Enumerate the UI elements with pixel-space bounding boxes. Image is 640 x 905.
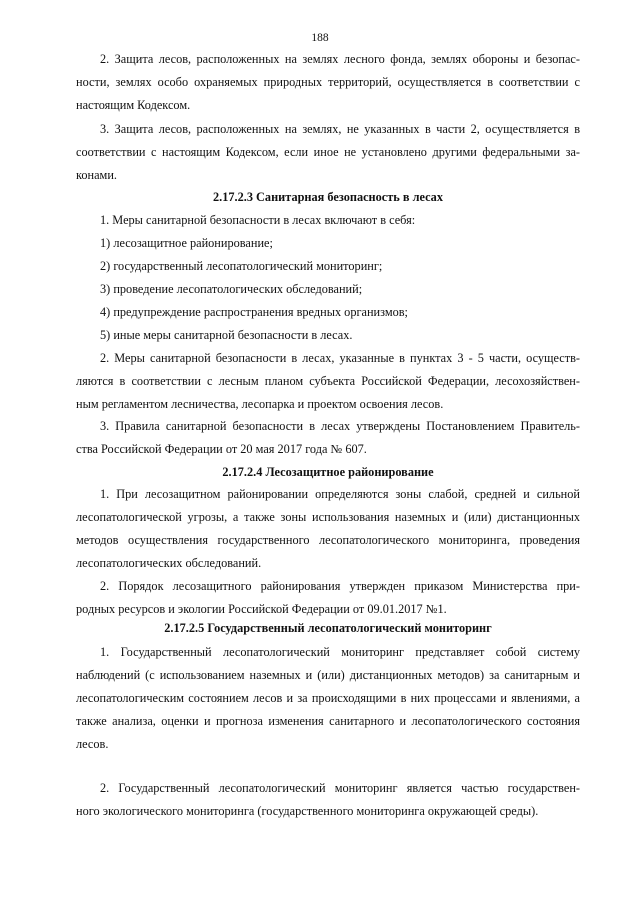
paragraph-line: также анализа, оценки и прогноза изменения санитарного и лесопатологического состояния <box>76 714 580 728</box>
paragraph <box>76 324 580 347</box>
paragraph <box>76 415 580 461</box>
section-heading: 2.17.2.4 Лесозащитное районирование <box>222 465 434 479</box>
paragraph-line: ляются в соответствии с лесным планом субъекта Российской Федерации, лесохозяйствен- <box>76 374 580 388</box>
paragraph <box>76 777 580 823</box>
page-number: 188 <box>311 32 329 44</box>
paragraph <box>76 347 580 416</box>
paragraph-line: ного экологического мониторинга (государственного мониторинга окружающей среды). <box>76 804 539 818</box>
paragraph-line: соответствии с настоящим Кодексом, если иное не установлено другими федеральными за- <box>76 145 580 159</box>
paragraph-line: 2. Защита лесов, расположенных на землях лесного фонда, землях обороны и безопас- <box>100 52 580 66</box>
section-heading: 2.17.2.5 Государственный лесопатологический мониторинг <box>164 621 492 635</box>
paragraph-line: 2. Меры санитарной безопасности в лесах, указанные в пунктах 3 - 5 части, осуществ- <box>100 351 580 365</box>
paragraph-line: лесопатологическим состоянием лесов и за происходящими в них процессами и явлениями, а <box>76 691 580 705</box>
paragraph-line: 5) иные меры санитарной безопасности в лесах. <box>100 328 353 342</box>
paragraph-line: 2. Государственный лесопатологический мониторинг является частью государствен- <box>100 781 580 795</box>
paragraph-line: 1) лесозащитное районирование; <box>100 236 273 250</box>
paragraph <box>76 575 580 621</box>
paragraph-line: 3. Защита лесов, расположенных на землях, не указанных в части 2, осуществляется в <box>100 122 580 136</box>
paragraph-line: ным регламентом лесничества, лесопарка и проектом освоения лесов. <box>76 397 444 411</box>
paragraph-line: лесопатологической угрозы, а также зоны использования наземных и (или) дистанционных <box>76 510 580 524</box>
paragraph-line: лесопатологических обследований. <box>76 556 262 570</box>
paragraph-line: 1. При лесозащитном районировании определяются зоны слабой, средней и сильной <box>100 487 580 501</box>
paragraph <box>76 641 580 756</box>
paragraph <box>76 278 580 301</box>
paragraph-line: 3. Правила санитарной безопасности в лесах утверждены Постановлением Правитель- <box>100 419 580 433</box>
paragraph-line: методов осуществления государственного лесопатологического мониторинга, проведения <box>76 533 580 547</box>
paragraph-line: 2) государственный лесопатологический мониторинг; <box>100 259 383 273</box>
paragraph <box>76 118 580 187</box>
paragraph <box>76 48 580 117</box>
paragraph-line: 4) предупреждение распространения вредных организмов; <box>100 305 408 319</box>
paragraph <box>76 301 580 324</box>
paragraph-line: наблюдений (с использованием наземных и (или) дистанционных методов) за санитарным и <box>76 668 580 682</box>
paragraph <box>76 209 580 232</box>
paragraph-line: 1. Меры санитарной безопасности в лесах включают в себя: <box>100 213 416 227</box>
paragraph-line: настоящим Кодексом. <box>76 98 191 112</box>
paragraph-line: ности, землях особо охраняемых природных территорий, осуществляется в соответствии с <box>76 75 580 89</box>
paragraph-line: лесов. <box>76 737 109 751</box>
paragraph-line: 1. Государственный лесопатологический мониторинг представляет собой систему <box>100 645 580 659</box>
paragraph-line: родных ресурсов и экологии Российской Федерации от 09.01.2017 №1. <box>76 602 447 616</box>
paragraph-line: ства Российской Федерации от 20 мая 2017 года № 607. <box>76 442 367 456</box>
paragraph <box>76 232 580 255</box>
section-heading: 2.17.2.3 Санитарная безопасность в лесах <box>213 190 443 204</box>
paragraph <box>76 255 580 278</box>
paragraph-line: 2. Порядок лесозащитного районирования утвержден приказом Министерства при- <box>100 579 580 593</box>
paragraph-line: конами. <box>76 168 117 182</box>
paragraph <box>76 483 580 575</box>
paragraph-line: 3) проведение лесопатологических обследований; <box>100 282 363 296</box>
